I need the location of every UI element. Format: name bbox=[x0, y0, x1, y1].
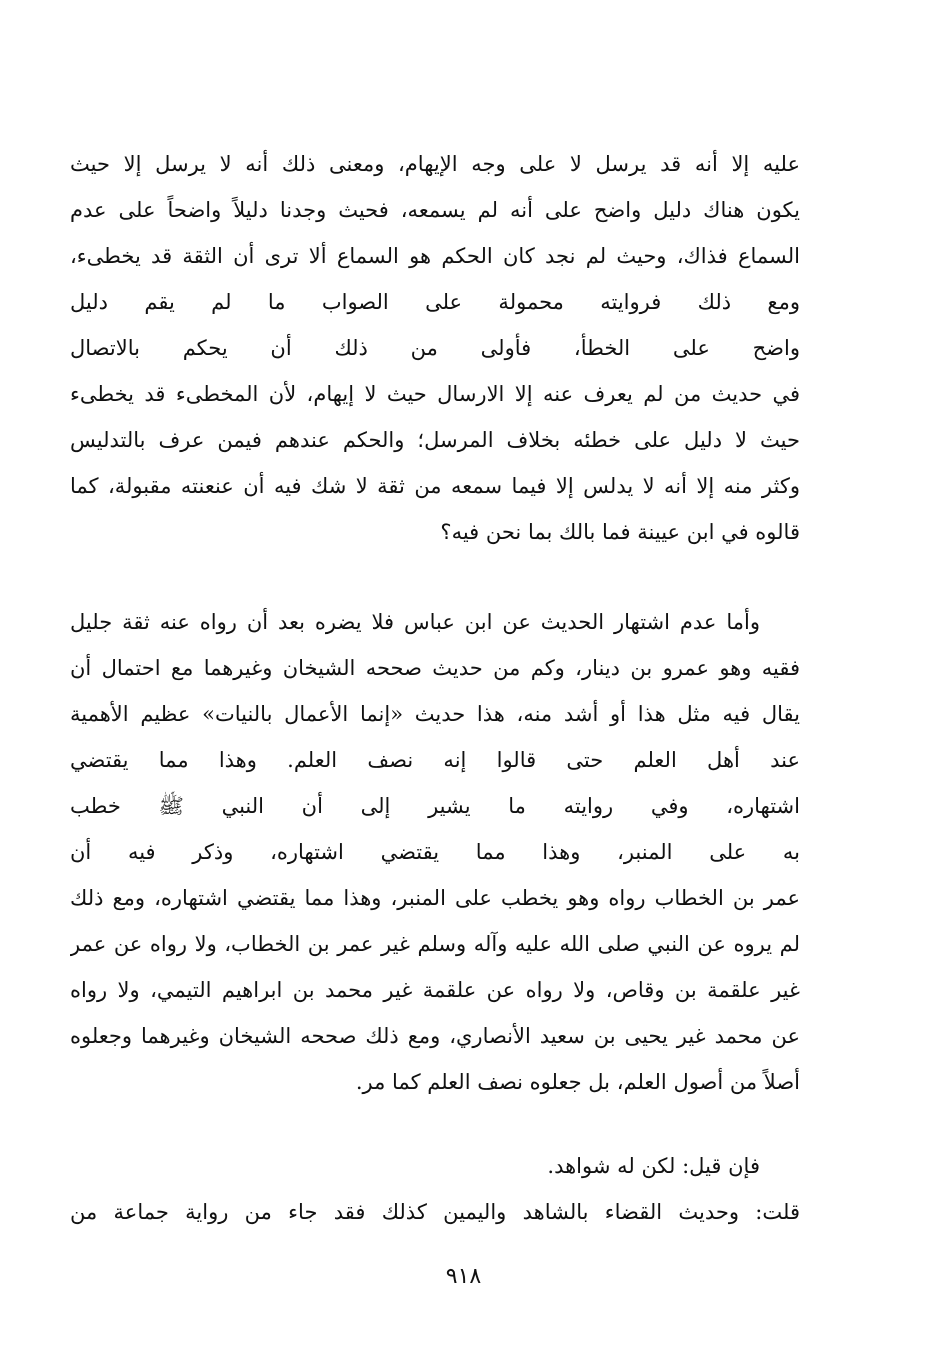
text-line: وكثر منه إلا أنه لا يدلس إلا فيما سمعه من ثقة لا شك فيه أن عنعنته مقبولة، كما bbox=[70, 474, 800, 498]
text-line: عن محمد غير يحيى بن سعيد الأنصاري، ومع ذلك صححه الشيخان وغيرهما وجعلوه bbox=[70, 1024, 800, 1048]
text-line: قلت: وحديث القضاء بالشاهد واليمين كذلك فقد جاء من رواية جماعة من bbox=[70, 1200, 800, 1224]
text-line: فإن قيل: لكن له شواهد. bbox=[547, 1154, 760, 1178]
text-line: وأما عدم اشتهار الحديث عن ابن عباس فلا يضره بعد أن رواه عنه ثقة جليل bbox=[70, 610, 760, 634]
text-line: أصلاً من أصول العلم، بل جعلوه نصف العلم كما مر. bbox=[355, 1070, 800, 1094]
text-line: يكون هناك دليل واضح على أنه لم يسمعه، فحيث وجدنا دليلاً واضحاً على عدم bbox=[70, 198, 800, 222]
text-line: واضح على الخطأ، فأولى من ذلك أن يحكم بالاتصال bbox=[70, 336, 800, 360]
text-line: فقيه وهو عمرو بن دينار، وكم من حديث صححه الشيخان وغيرهما مع احتمال أن bbox=[70, 656, 800, 680]
text-line: عليه إلا أنه قد يرسل لا على وجه الإيهام، ومعنى ذلك أنه لا يرسل إلا حيث bbox=[70, 152, 800, 176]
text-line: يقال فيه مثل هذا أو أشد منه، هذا حديث «إنما الأعمال بالنيات» عظيم الأهمية bbox=[70, 702, 800, 726]
text-line: قالوه في ابن عيينة فما بالك بما نحن فيه؟ bbox=[440, 520, 800, 544]
text-line: عند أهل العلم حتى قالوا إنه نصف العلم. وهذا مما يقتضي bbox=[70, 748, 800, 772]
text-line: في حديث من لم يعرف عنه إلا الارسال حيث لا إيهام، لأن المخطىء قد يخطىء bbox=[70, 382, 800, 406]
text-line: اشتهاره، وفي روايته ما يشير إلى أن النبي ﷺ خطب bbox=[70, 794, 800, 818]
page-number: ٩١٨ bbox=[445, 1264, 482, 1289]
text-line: حيث لا دليل على خطئه بخلاف المرسل؛ والحكم عندهم فيمن عرف بالتدليس bbox=[70, 428, 800, 452]
text-line: عمر بن الخطاب رواه وهو يخطب على المنبر، وهذا مما يقتضي اشتهاره، ومع ذلك bbox=[70, 886, 800, 910]
text-line: السماع فذاك، وحيث لم نجد كان الحكم هو السماع ألا ترى أن الثقة قد يخطىء، bbox=[70, 244, 800, 268]
text-line: لم يروه عن النبي صلى الله عليه وآله وسلم غير عمر بن الخطاب، ولا رواه عن عمر bbox=[70, 932, 800, 956]
paragraph-2 bbox=[70, 599, 800, 1105]
text-line: غير علقمة بن وقاص، ولا رواه عن علقمة غير محمد بن ابراهيم التيمي، ولا رواه bbox=[70, 978, 800, 1002]
text-line: ومع ذلك فروايته محمولة على الصواب ما لم يقم دليل bbox=[70, 290, 800, 314]
paragraph-1 bbox=[70, 141, 800, 555]
paragraph-3 bbox=[70, 1143, 800, 1235]
text-line: به على المنبر، وهذا مما يقتضي اشتهاره، وذكر فيه أن bbox=[70, 840, 800, 864]
